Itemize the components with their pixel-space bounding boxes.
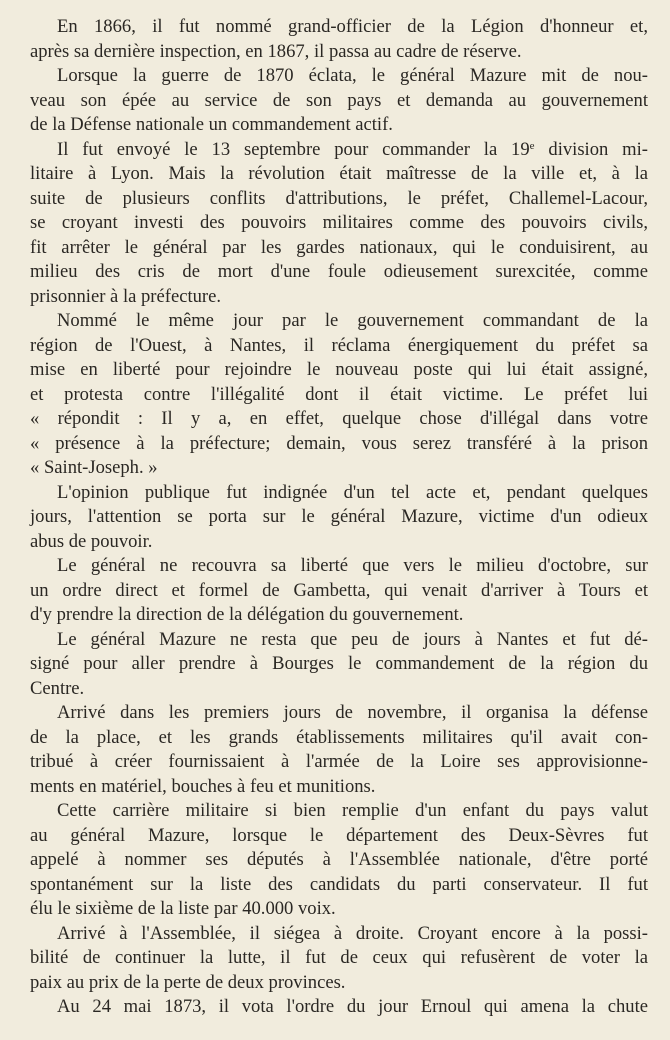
- text-line: de la place, et les grands établissements militaires qu'il avait con-: [30, 726, 648, 748]
- text-line: de la Défense nationale un commandement actif.: [30, 114, 393, 135]
- text-line: Le général ne recouvra sa liberté que vers le milieu d'octobre, sur: [57, 555, 648, 576]
- paragraph: [30, 481, 648, 555]
- text-line: après sa dernière inspection, en 1867, il passa au cadre de réserve.: [30, 40, 522, 62]
- text-line: prisonnier à la préfecture.: [30, 285, 222, 307]
- text-line: région de l'Ouest, à Nantes, il réclama énergiquement du préfet sa: [30, 334, 648, 356]
- text-line: Cette carrière militaire si bien remplie d'un enfant du pays valut: [57, 800, 648, 821]
- text-line: se croyant investi des pouvoirs militaires comme des pouvoirs civils,: [30, 212, 648, 233]
- paragraph: [30, 554, 648, 628]
- paragraph: [30, 922, 648, 996]
- paragraph: [30, 628, 648, 702]
- text-line: mise en liberté pour rejoindre le nouveau poste qui lui était assigné,: [30, 359, 648, 380]
- text-line: Nommé le même jour par le gouvernement commandant de la: [57, 310, 648, 331]
- text-line: ments en matériel, bouches à feu et munitions.: [30, 775, 376, 797]
- text-line: litaire à Lyon. Mais la révolution était maîtresse de la ville et, à la: [30, 163, 648, 184]
- text-line: « répondit : Il y a, en effet, quelque chose d'illégal dans votre: [30, 408, 648, 429]
- paragraph: [30, 309, 648, 481]
- paragraph: [30, 138, 648, 310]
- text-line: spontanément sur la liste des candidats du parti conservateur. Il fut: [30, 873, 648, 895]
- text-line: veau son épée au service de son pays et demanda au gouvernement: [30, 89, 648, 111]
- text-line: un ordre direct et formel de Gambetta, qui venait d'arriver à Tours et: [30, 579, 648, 601]
- text-line: Il fut envoyé le 13 septembre pour commander la 19e division mi-: [57, 138, 648, 160]
- text-line: signé pour aller prendre à Bourges le commandement de la région du: [30, 653, 648, 674]
- text-line: En 1866, il fut nommé grand-officier de la Légion d'honneur et,: [57, 16, 648, 37]
- text-line: L'opinion publique fut indignée d'un tel acte et, pendant quelques: [57, 481, 648, 503]
- text-line: Arrivé dans les premiers jours de novembre, il organisa la défense: [57, 702, 648, 723]
- paragraph: [30, 995, 648, 1020]
- text-line: « Saint-Joseph. »: [30, 457, 158, 478]
- paragraph: [30, 799, 648, 922]
- text-line: appelé à nommer ses députés à l'Assemblée nationale, d'être porté: [30, 849, 648, 870]
- text-line: milieu des cris de mort d'une foule odieusement surexcitée, comme: [30, 261, 648, 282]
- paragraph: [30, 701, 648, 799]
- paragraph: [30, 64, 648, 138]
- text-line: Le général Mazure ne resta que peu de jours à Nantes et fut dé-: [57, 628, 648, 650]
- text-line: « présence à la préfecture; demain, vous serez transféré à la prison: [30, 432, 648, 454]
- text-line: Centre.: [30, 677, 85, 699]
- text-line: suite de plusieurs conflits d'attributions, le préfet, Challemel-Lacour,: [30, 187, 648, 209]
- text-line: paix au prix de la perte de deux provinces.: [30, 971, 346, 993]
- paragraph: [30, 15, 648, 64]
- text-line: tribué à créer fournissaient à l'armée de la Loire ses approvisionne-: [30, 751, 648, 772]
- text-line: jours, l'attention se porta sur le général Mazure, victime d'un odieux: [30, 506, 648, 527]
- text-line: élu le sixième de la liste par 40.000 voix.: [30, 898, 336, 919]
- text-line: abus de pouvoir.: [30, 530, 153, 552]
- text-line: et protesta contre l'illégalité dont il était victime. Le préfet lui: [30, 383, 648, 405]
- text-line: d'y prendre la direction de la délégation du gouvernement.: [30, 604, 464, 625]
- text-line: Lorsque la guerre de 1870 éclata, le général Mazure mit de nou-: [57, 65, 648, 86]
- text-line: Arrivé à l'Assemblée, il siégea à droite. Croyant encore à la possi-: [57, 922, 648, 944]
- text-line: au général Mazure, lorsque le département des Deux-Sèvres fut: [30, 824, 648, 846]
- text-line: Au 24 mai 1873, il vota l'ordre du jour Ernoul qui amena la chute: [57, 996, 648, 1017]
- text-line: bilité de continuer la lutte, il fut de ceux qui refusèrent de voter la: [30, 947, 648, 968]
- text-line: fit arrêter le général par les gardes nationaux, qui le conduisirent, au: [30, 236, 648, 258]
